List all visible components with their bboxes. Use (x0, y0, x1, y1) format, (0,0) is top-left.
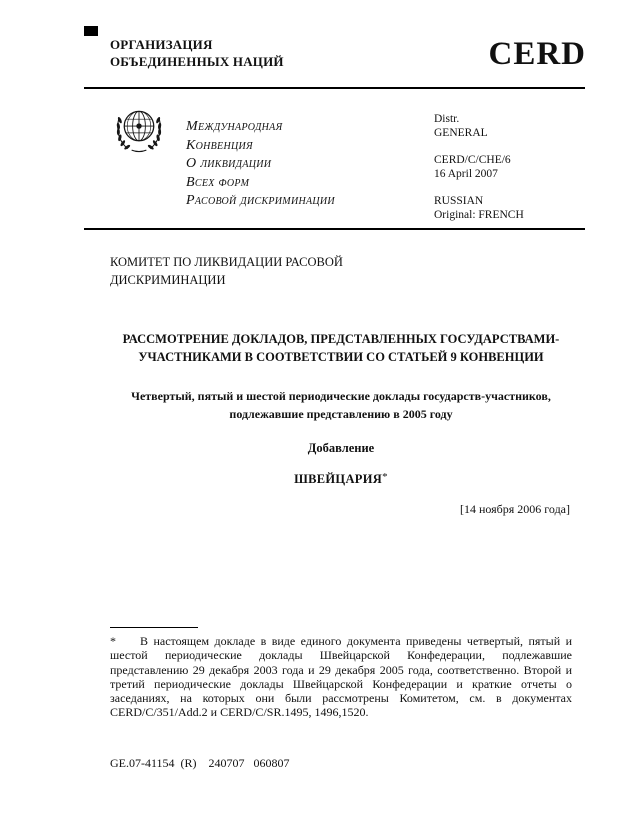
footnote-separator (110, 627, 198, 628)
committee-line1: КОМИТЕТ ПО ЛИКВИДАЦИИ РАСОВОЙ (110, 255, 343, 269)
doc-date: 16 April 2007 (434, 168, 498, 181)
convention-line: Международная (186, 119, 283, 134)
title-line2: УЧАСТНИКАМИ В СООТВЕТСТВИИ СО СТАТЬЕЙ 9 КОНВЕНЦИИ (138, 350, 544, 365)
convention-title (186, 118, 335, 211)
footnote-reference: * (382, 471, 388, 483)
convention-line: Расовой дискриминации (186, 193, 335, 209)
convention-line: Конвенция (186, 137, 253, 153)
un-emblem-icon (112, 100, 166, 158)
distr-label: Distr. (434, 113, 460, 125)
country-text: ШВЕЙЦАРИЯ (294, 472, 383, 486)
subtitle-line2: подлежавшие представлению в 2005 году (229, 407, 453, 421)
org-name (110, 36, 284, 70)
document-reference-footer: GE.07-41154 (R) 240707 060807 (110, 756, 290, 770)
header-rule (84, 87, 585, 89)
masthead-rule (84, 228, 585, 230)
doc-original-language: Original: FRENCH (434, 209, 524, 222)
country-name (110, 471, 572, 487)
title-line1: РАССМОТРЕНИЕ ДОКЛАДОВ, ПРЕДСТАВЛЕННЫХ ГОСУДАРСТВАМИ- (122, 332, 560, 346)
org-name-line2: ОБЪЕДИНЕННЫХ НАЦИЙ (110, 54, 284, 70)
committee-name (110, 254, 343, 289)
convention-line: О ликвидации (186, 156, 272, 172)
convention-line: Всех форм (186, 174, 250, 190)
footnote-text: В настоящем докладе в виде единого документа приведены четвертый, пятый и шестой периодические доклады Швейцарской Конфедерации, подлежавшие представлению 29 декабря 2003 года и 29 декабря 2005 года, соответственно. Второй и третий периодические доклады Швейцарской Конфедерации и краткие отчеты о заседаниях, на которых они были рассмотрены Комитетом, см. в документах CERD/C/351/Add.2 и CERD/C/SR.1495, 1496,1520. (110, 634, 572, 720)
distribution-block (434, 112, 524, 222)
document-title (110, 330, 572, 366)
doc-language: RUSSIAN (434, 195, 484, 208)
doc-number: CERD/C/CHE/6 (434, 154, 511, 167)
footnote-marker: * (110, 634, 116, 648)
addendum-label: Добавление (307, 441, 375, 455)
subtitle-line1: Четвертый, пятый и шестой периодические доклады государств-участников, (131, 389, 551, 403)
committee-line2: ДИСКРИМИНАЦИИ (110, 272, 226, 287)
document-header (110, 36, 586, 71)
distr-value: GENERAL (434, 127, 488, 140)
document-subtitle (110, 387, 572, 423)
spacer (434, 181, 524, 194)
submission-date: [14 ноября 2006 года] (459, 502, 570, 516)
org-name-line1: ОРГАНИЗАЦИЯ (110, 37, 213, 52)
footnote (110, 634, 572, 720)
spacer (434, 140, 524, 153)
registration-mark (84, 26, 98, 36)
doc-symbol: CERD (488, 36, 586, 72)
